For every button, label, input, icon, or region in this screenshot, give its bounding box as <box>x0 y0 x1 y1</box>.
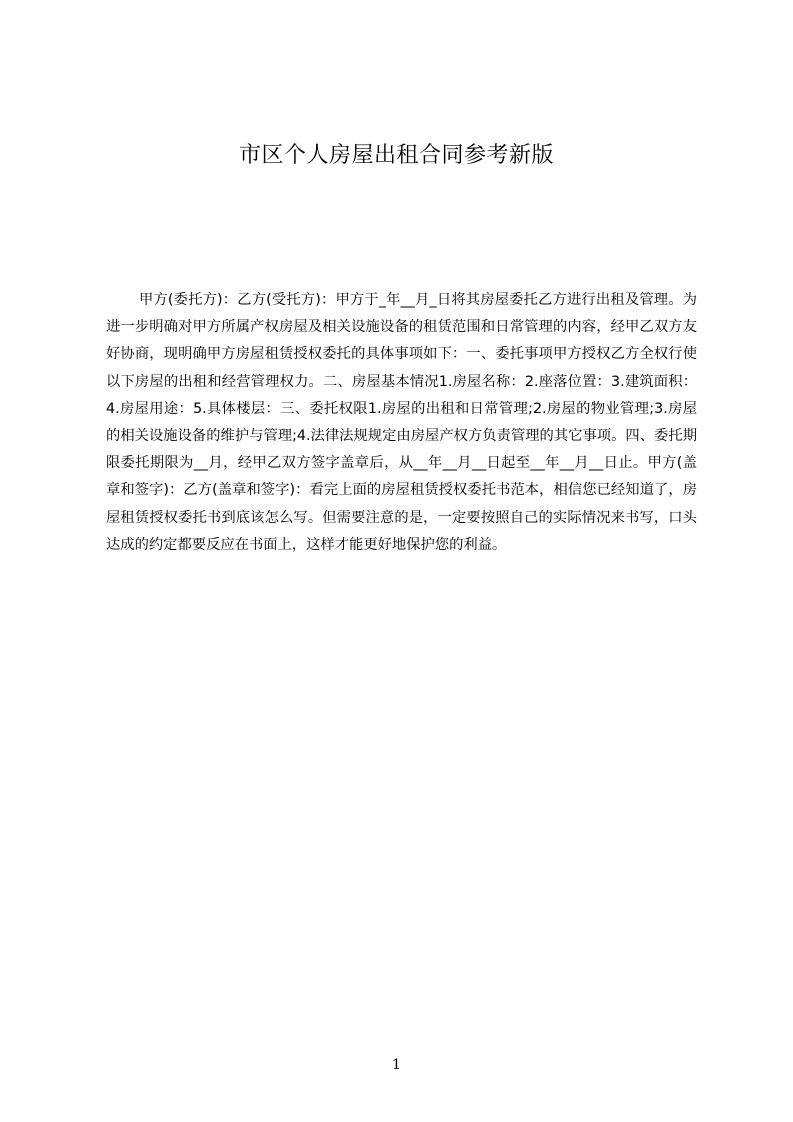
document-title: 市区个人房屋出租合同参考新版 <box>238 143 554 168</box>
document-body: 甲方(委托方)：乙方(受托方)：甲方于_年__月_日将其房屋委托乙方进行出租及管理。为进一步明确对甲方所属产权房屋及相关设施设备的租赁范围和日常管理的内容，经甲乙双方友好协商，现明确甲方房屋租赁授权委托的具体事项如下：一、委托事项甲方授权乙方全权行使以下房屋的出租和经营管理权力。二、房屋基本情况1.房屋名称：2.座落位置：3.建筑面积：4.房屋用途：5.具体楼层：三、委托权限1.房屋的出租和日常管理;2.房屋的物业管理;3.房屋的相关设施设备的维护与管理;4.法律法规规定由房屋产权方负责管理的其它事项。四、委托期限委托期限为__月，经甲乙双方签字盖章后，从__年__月__日起至__年__月__日止。甲方(盖章和签字)：乙方(盖章和签字)：看完上面的房屋租赁授权委托书范本，相信您已经知道了，房屋租赁授权委托书到底该怎么写。但需要注意的是，一定要按照自己的实际情况来书写，口头达成的约定都要反应在书面上，这样才能更好地保护您的利益。 <box>106 292 697 553</box>
page-number: 1 <box>392 1057 401 1073</box>
